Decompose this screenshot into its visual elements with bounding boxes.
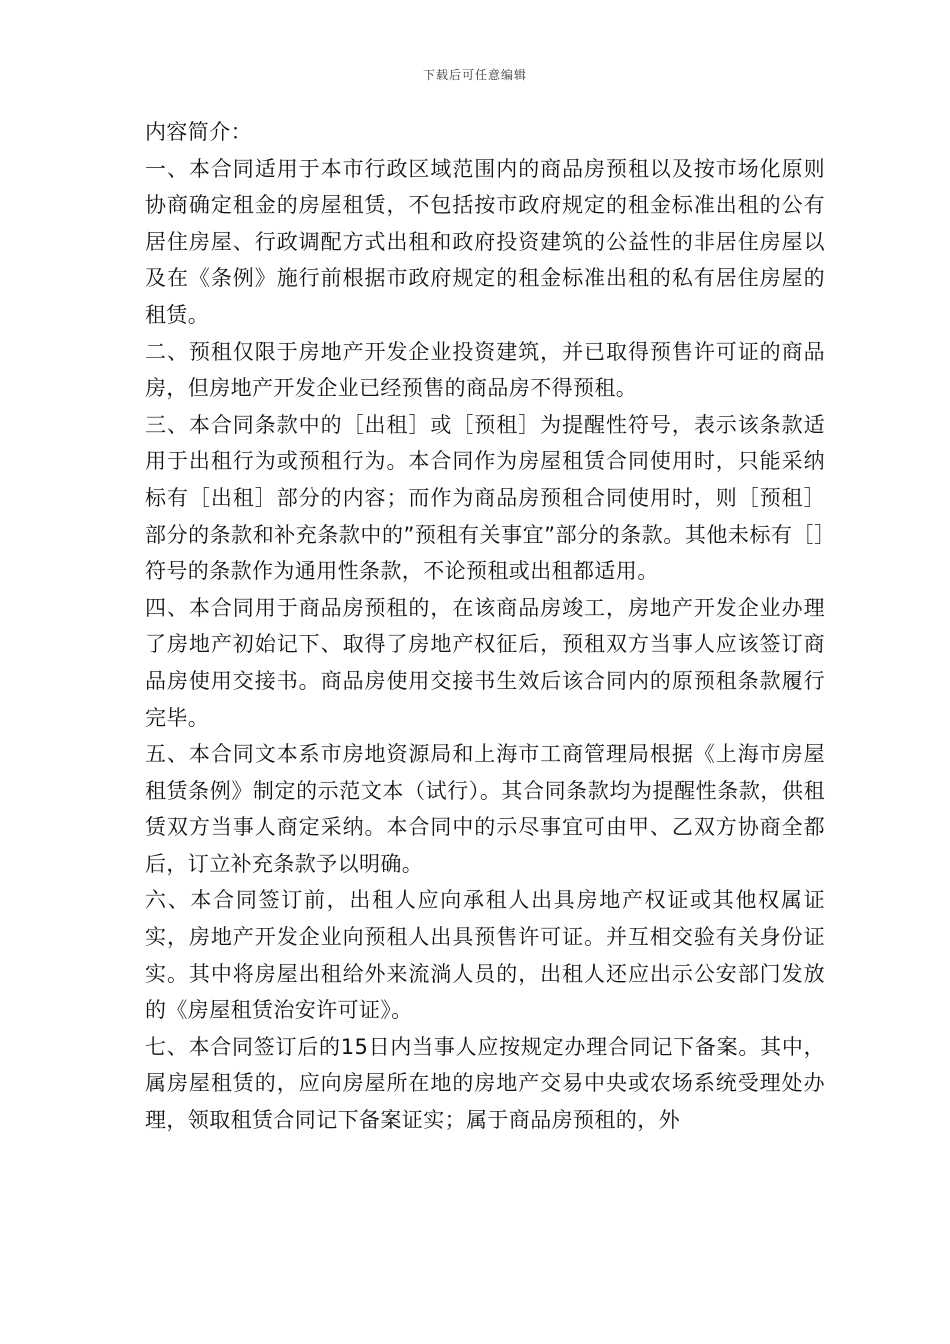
document-heading: 内容简介：	[145, 120, 252, 144]
paragraph-5: 五、本合同文本系市房地资源局和上海市工商管理局根据《上海市房屋租赁条例》制定的示范文本（试行）。其合同条款均为提醒性条款，供租赁双方当事人商定采纳。本合同中的示尽事宜可由甲、乙双方协商全都后，订立补充条款予以明确。	[145, 742, 825, 876]
paragraph-2: 二、预租仅限于房地产开发企业投资建筑，并已取得预售许可证的商品房，但房地产开发企业已经预售的商品房不得预租。	[145, 339, 825, 401]
paragraph-6: 六、本合同签订前，出租人应向承租人出具房地产权证或其他权属证实，房地产开发企业向预租人出具预售许可证。并互相交验有关身份证实。其中将房屋出租给外来流淌人员的，出租人还应出示公安部门发放的《房屋租赁治安许可证》。	[145, 888, 825, 1023]
document-body	[145, 114, 825, 1139]
page-header: 下载后可任意编辑	[422, 68, 527, 82]
paragraph-3: 三、本合同条款中的［出租］或［预租］为提醒性符号，表示该条款适用于出租行为或预租行为。本合同作为房屋租赁合同使用时，只能采纳标有［出租］部分的内容；而作为商品房预租合同使用时，则［预租］部分的条款和补充条款中的”预租有关事宜”部分的条款。其他未标有［］符号的条款作为通用性条款，不论预租或出租都适用。	[145, 412, 825, 584]
paragraph-7: 七、本合同签订后的15日内当事人应按规定办理合同记下备案。其中，属房屋租赁的，应向房屋所在地的房地产交易中央或农场系统受理处办理，领取租赁合同记下备案证实；属于商品房预租的，外	[145, 1034, 825, 1133]
paragraph-4: 四、本合同用于商品房预租的，在该商品房竣工，房地产开发企业办理了房地产初始记下、取得了房地产权征后，预租双方当事人应该签订商品房使用交接书。商品房使用交接书生效后该合同内的原预租条款履行完毕。	[145, 595, 825, 730]
paragraph-1: 一、本合同适用于本市行政区域范围内的商品房预租以及按市场化原则协商确定租金的房屋租赁，不包括按市政府规定的租金标准出租的公有居住房屋、行政调配方式出租和政府投资建筑的公益性的非居住房屋以及在《条例》施行前根据市政府规定的租金标准出租的私有居住房屋的租赁。	[145, 156, 825, 327]
